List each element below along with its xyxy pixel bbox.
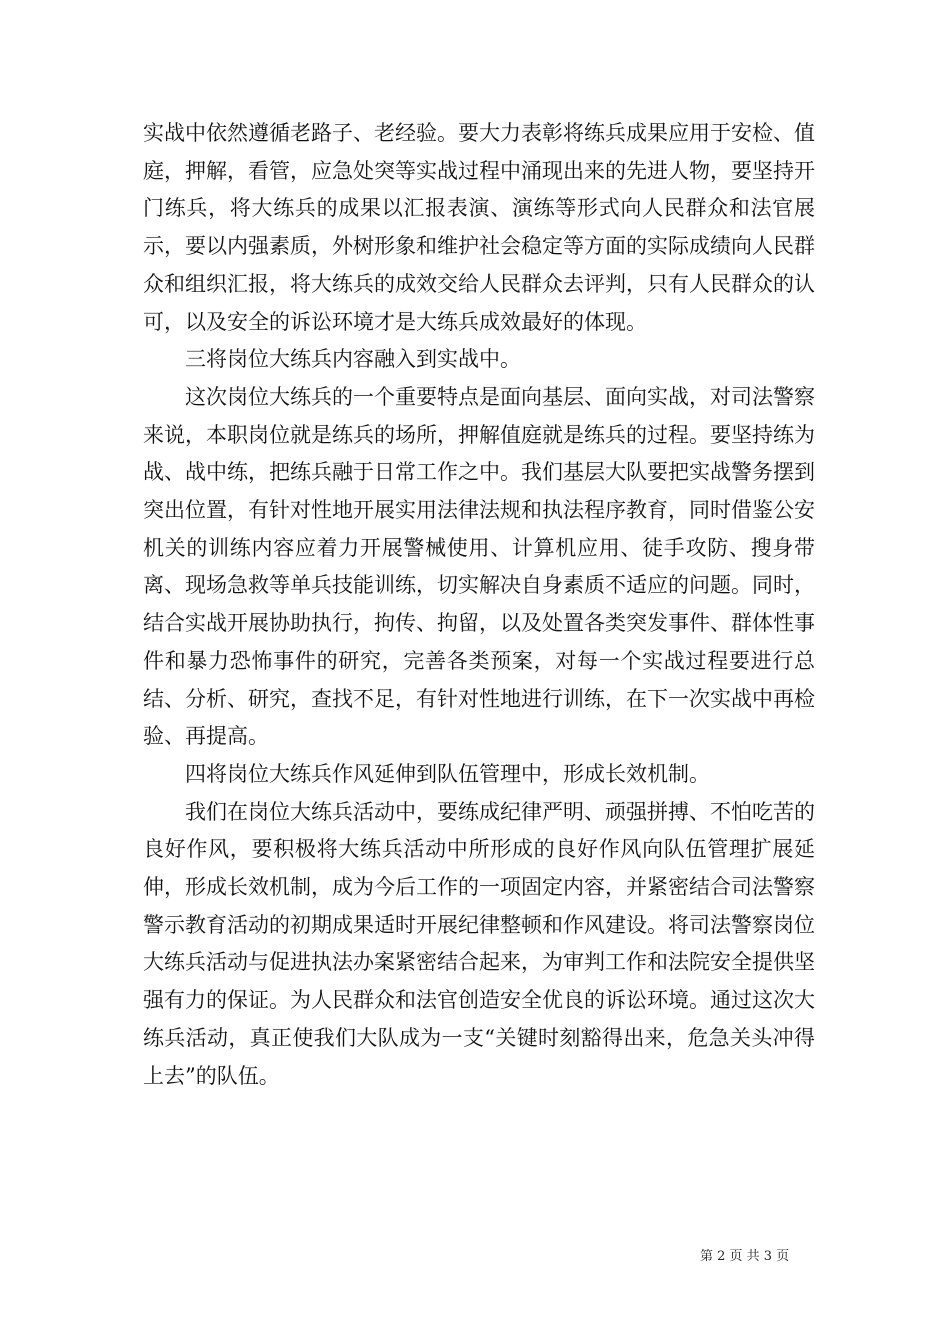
document-body bbox=[143, 115, 815, 1095]
section-heading-4: 四将岗位大练兵作风延伸到队伍管理中，形成长效机制。 bbox=[185, 761, 710, 786]
section-heading-3: 三将岗位大练兵内容融入到实战中。 bbox=[185, 347, 521, 372]
paragraph-section-4: 我们在岗位大练兵活动中，要练成纪律严明、顽强拼搏、不怕吃苦的良好作风，要积极将大练兵活动中所形成的良好作风向队伍管理扩展延伸，形成长效机制，成为今后工作的一项固定内容，并紧密结合司法警察警示教育活动的初期成果适时开展纪律整顿和作风建设。将司法警察岗位大练兵活动与促进执法办案紧密结合起来，为审判工作和法院安全提供坚强有力的保证。为人民群众和法官创造安全优良的诉讼环境。通过这次大练兵活动，真正使我们大队成为一支“关键时刻豁得出来，危急关头冲得上去”的队伍。 bbox=[143, 799, 815, 1088]
paragraph-section-3: 这次岗位大练兵的一个重要特点是面向基层、面向实战，对司法警察来说，本职岗位就是练兵的场所，押解值庭就是练兵的过程。要坚持练为战、战中练，把练兵融于日常工作之中。我们基层大队要把实战警务摆到突出位置，有针对性地开展实用法律法规和执法程序教育，同时借鉴公安机关的训练内容应着力开展警械使用、计算机应用、徒手攻防、搜身带离、现场急救等单兵技能训练，切实解决自身素质不适应的问题。同时，结合实战开展协助执行，拘传、拘留，以及处置各类突发事件、群体性事件和暴力恐怖事件的研究，完善各类预案，对每一个实战过程要进行总结、分析、研究，查找不足，有针对性地进行训练，在下一次实战中再检验、再提高。 bbox=[143, 384, 815, 749]
paragraph-continuation: 实战中依然遵循老路子、老经验。要大力表彰将练兵成果应用于安检、值庭，押解，看管，应急处突等实战过程中涌现出来的先进人物，要坚持开门练兵，将大练兵的成果以汇报表演、演练等形式向人民群众和法官展示，要以内强素质，外树形象和维护社会稳定等方面的实际成绩向人民群众和组织汇报，将大练兵的成效交给人民群众去评判，只有人民群众的认可，以及安全的诉讼环境才是大练兵成效最好的体现。 bbox=[143, 121, 815, 334]
page-number: 第 2 页 共 3 页 bbox=[700, 1249, 790, 1264]
